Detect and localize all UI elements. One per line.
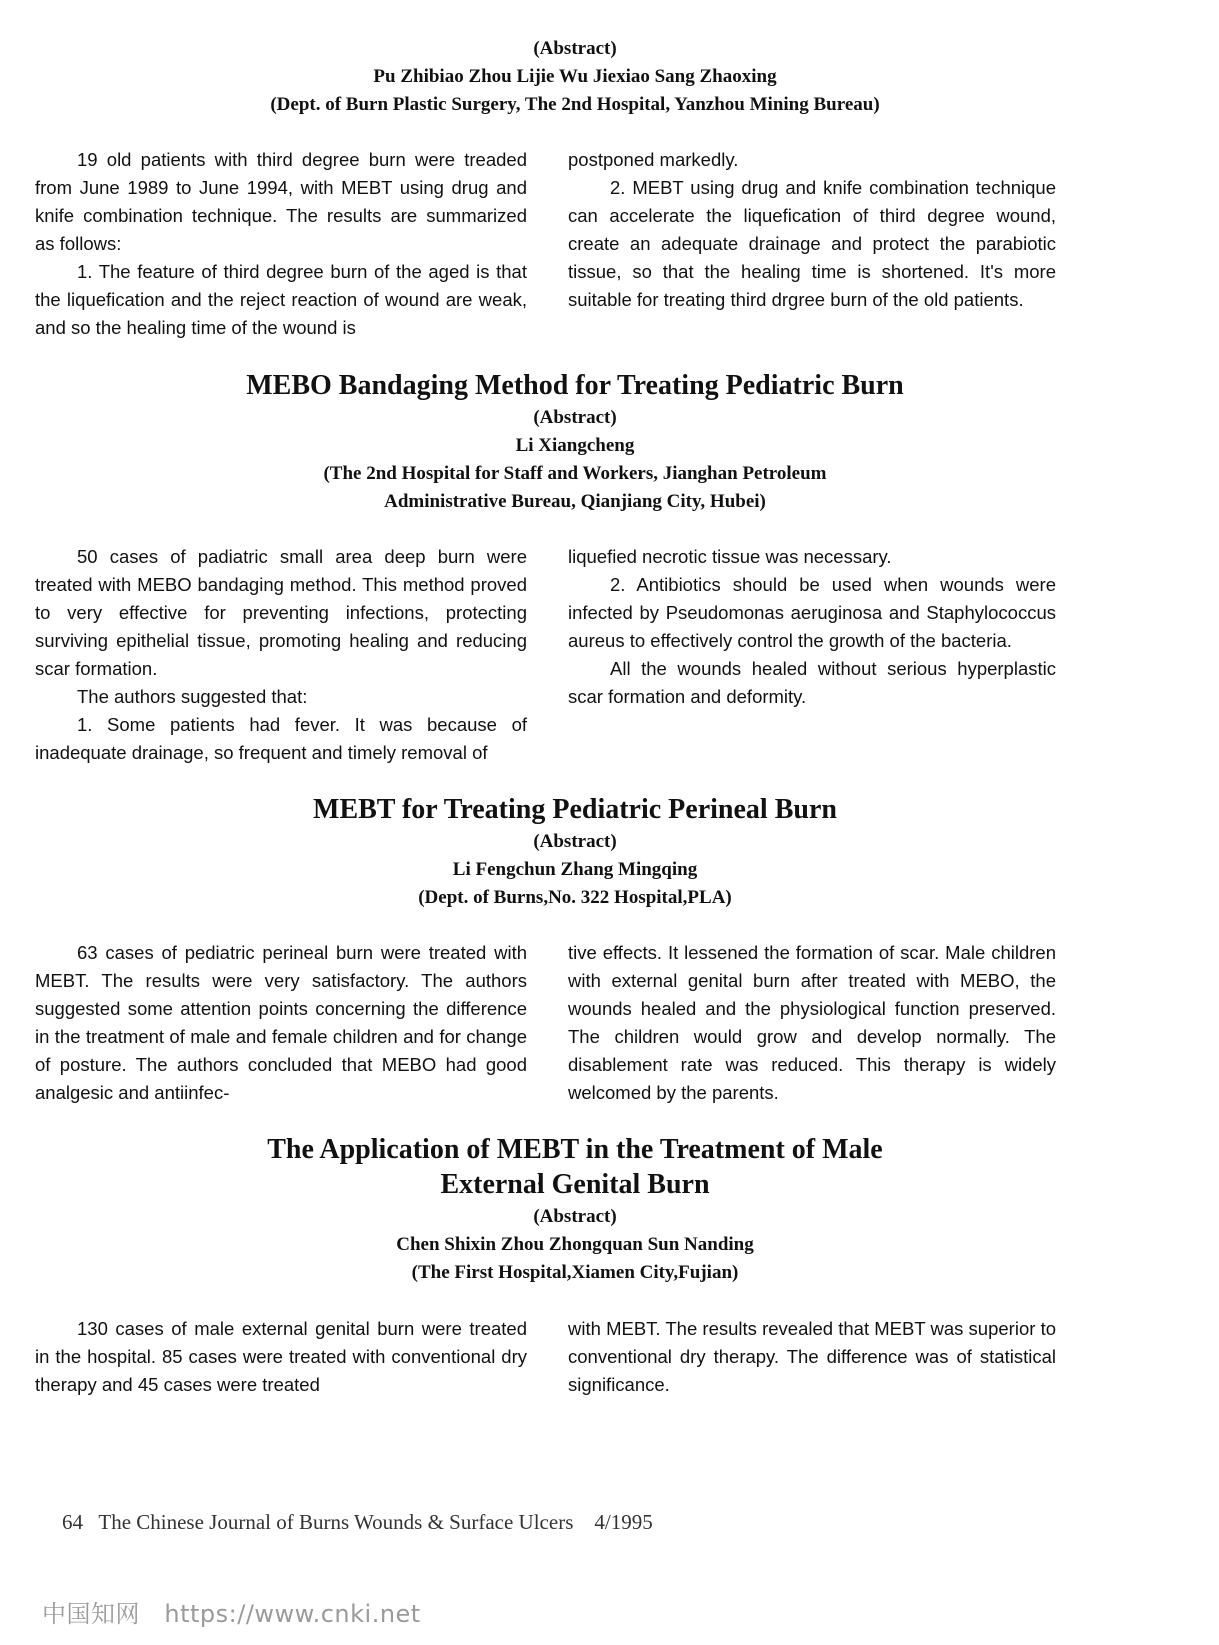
paragraph: tive effects. It lessened the formation of scar. Male children with external genital burn after treated with MEBO, the wounds healed and the physiological function preserved. The children would grow and develop normally. The disablement rate was reduced. This therapy is widely welcomed by the parents. [568,942,1056,1103]
paragraph: 2. MEBT using drug and knife combination technique can accelerate the liquefication of third degree wound, create an adequate drainage and protect the parabiotic tissue, so that the healing time is shortened. It's more suitable for treating third drgree burn of the old patients. [568,177,1056,310]
article2-title: MEBO Bandaging Method for Treating Pediatric Burn [246,370,904,401]
abstract-label-2: (Abstract) [533,407,617,428]
article4-title-line2: External Genital Burn [440,1169,710,1200]
paragraph: liquefied necrotic tissue was necessary. [568,546,892,567]
cnki-watermark[interactable]: 中国知网 https://www.cnki.net [42,1600,421,1628]
paragraph: The authors suggested that: [77,686,308,707]
paragraph: 19 old patients with third degree burn were treaded from June 1989 to June 1994, with MEBT using drug and knife combination technique. The results are summarized as follows: [35,149,527,254]
article1-right-column [568,146,1056,314]
affiliation-3: (Dept. of Burns,No. 322 Hospital,PLA) [418,887,732,908]
paragraph: 63 cases of pediatric perineal burn were treated with MEBT. The results were very satisfactory. The authors suggested some attention points concerning the difference in the treatment of male and female children and for change of posture. The authors concluded that MEBO had good analgesic and antiinfec- [35,942,527,1103]
authors-1: Pu Zhibiao Zhou Lijie Wu Jiexiao Sang Zhaoxing [373,66,777,87]
paragraph: 130 cases of male external genital burn were treated in the hospital. 85 cases were treated with conventional dry therapy and 45 cases were treated [35,1318,527,1395]
authors-4: Chen Shixin Zhou Zhongquan Sun Nanding [396,1234,754,1255]
abstract-label-3: (Abstract) [533,831,617,852]
affiliation-4: (The First Hospital,Xiamen City,Fujian) [411,1262,739,1283]
article3-left-column [35,939,527,1107]
page-footer: 64 The Chinese Journal of Burns Wounds & Surface Ulcers 4/1995 [62,1510,653,1534]
article1-left-column [35,146,527,342]
paragraph: 1. The feature of third degree burn of the aged is that the liquefication and the reject reaction of wound are weak, and so the healing time of the wound is [35,261,527,338]
authors-2: Li Xiangcheng [515,435,635,456]
affiliation-2a: (The 2nd Hospital for Staff and Workers, Jianghan Petroleum [323,463,827,484]
article2-left-column [35,543,527,767]
article4-right-column [568,1315,1056,1399]
article3-right-column [568,939,1056,1107]
paragraph: 1. Some patients had fever. It was because of inadequate drainage, so frequent and timely removal of [35,714,527,763]
authors-3: Li Fengchun Zhang Mingqing [452,859,698,880]
affiliation-1: (Dept. of Burn Plastic Surgery, The 2nd Hospital, Yanzhou Mining Bureau) [270,94,880,115]
paragraph: with MEBT. The results revealed that MEBT was superior to conventional dry therapy. The difference was of statistical significance. [568,1318,1056,1395]
article4-title-line1: The Application of MEBT in the Treatment of Male [267,1134,883,1165]
abstract-label-4: (Abstract) [533,1206,617,1227]
paragraph: All the wounds healed without serious hyperplastic scar formation and deformity. [568,658,1056,707]
paragraph: 2. Antibiotics should be used when wounds were infected by Pseudomonas aeruginosa and Staphylococcus aureus to effectively control the growth of the bacteria. [568,574,1056,651]
article2-right-column [568,543,1056,711]
affiliation-2b: Administrative Bureau, Qianjiang City, Hubei) [384,491,766,512]
article4-left-column [35,1315,527,1399]
paragraph: postponed markedly. [568,149,739,170]
article3-title: MEBT for Treating Pediatric Perineal Burn [313,794,837,825]
abstract-label-1: (Abstract) [533,38,617,59]
paragraph: 50 cases of padiatric small area deep burn were treated with MEBO bandaging method. This method proved to very effective for preventing infections, protecting surviving epithelial tissue, promoting healing and reducing scar formation. [35,546,527,679]
